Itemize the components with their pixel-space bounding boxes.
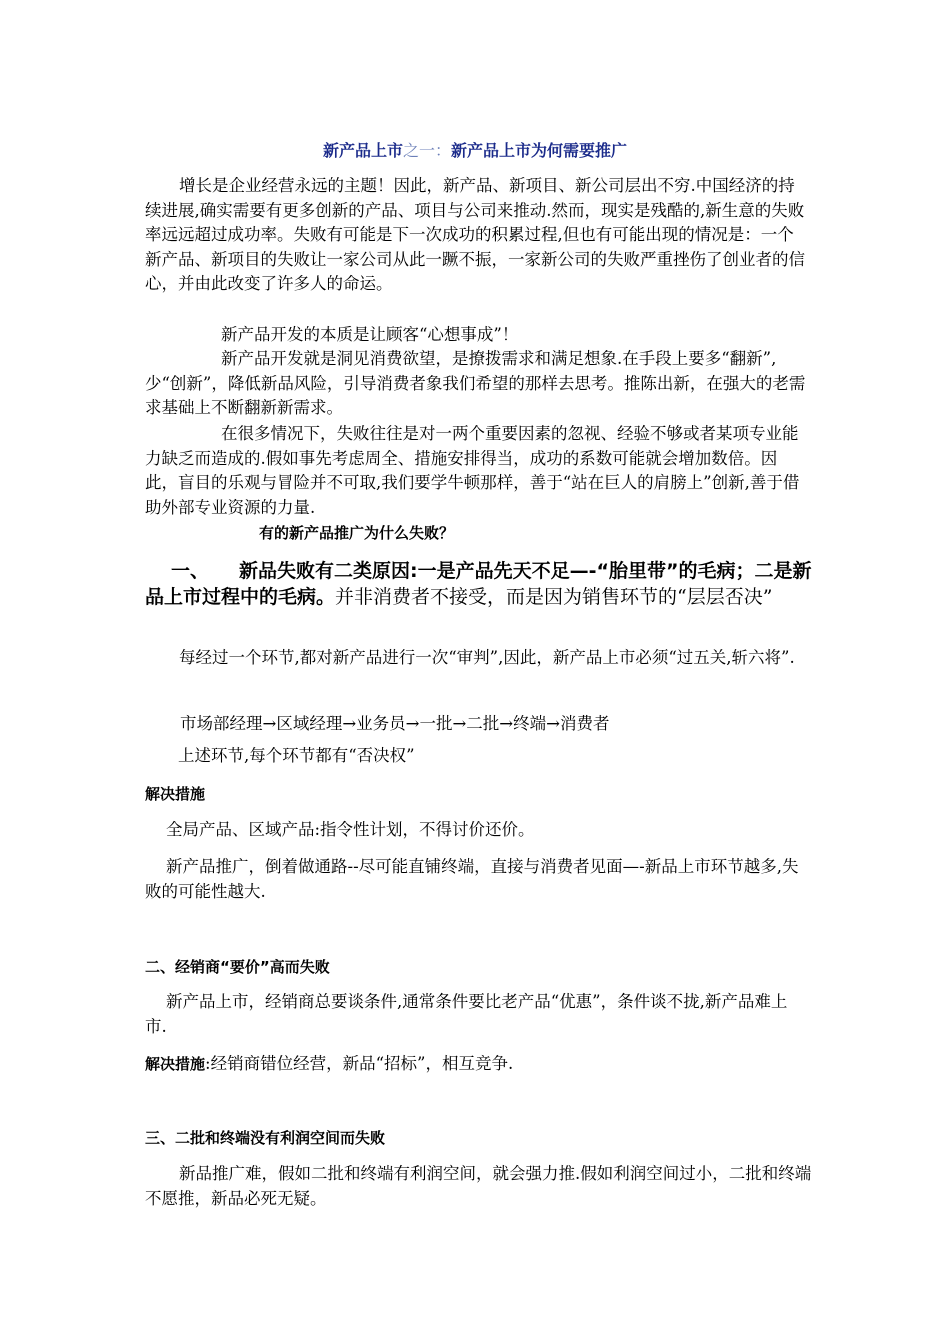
paragraph-solution-plan: 全局产品、区域产品:指令性计划，不得讨价还价。 xyxy=(166,820,535,839)
heading-why-fail: 有的新产品推广为什么失败？ xyxy=(259,524,455,542)
section3-heading: 三、二批和终端没有利润空间而失败 xyxy=(145,1129,386,1147)
section1-heading xyxy=(145,558,813,610)
sales-chain: 市场部经理→区域经理→业务员→一批→二批→终端→消费者 xyxy=(180,714,610,733)
paragraph-profit-margin: 新品推广难，假如二批和终端有利润空间，就会强力推.假如利润空间过小，二批和终端不愿推，新品必死无疑。 xyxy=(145,1164,812,1208)
heading-solution-1: 解决措施 xyxy=(145,785,206,803)
paragraph-veto: 上述环节,每个环节都有“否决权” xyxy=(178,746,415,765)
solution-2-text: :经销商错位经营，新品“招标”，相互竞争. xyxy=(205,1054,514,1073)
document-title xyxy=(0,138,950,161)
section1-bold-text: 新品失败有二类原因:一是产品先天不足—-“胎里带”的毛病；二是新品上市过程中的毛病。 xyxy=(145,560,812,608)
paragraph-development: 新产品开发就是洞见消费欲望，是撩拨需求和满足想象.在手段上要多“翻新”,少“创新”，降低新品风险，引导消费者象我们希望的那样去思考。推陈出新，在强大的老需求基础上不断翻新新需求。 xyxy=(145,349,806,417)
title-part2: 新产品上市为何需要推广 xyxy=(451,141,628,160)
paragraph-reverse-channel: 新产品推广，倒着做通路--尽可能直铺终端，直接与消费者见面—-新品上市环节越多,失败的可能性越大. xyxy=(145,857,799,901)
paragraph-judgement: 每经过一个环节,都对新产品进行一次“审判”,因此，新产品上市必须“过五关,斩六将”. xyxy=(179,648,795,667)
section2-heading: 二、经销商“要价”高而失败 xyxy=(145,958,330,976)
title-separator: 之一： xyxy=(402,141,451,160)
title-part1: 新产品上市 xyxy=(322,141,403,160)
section1-normal-text: 并非消费者不接受，而是因为销售环节的“层层否决” xyxy=(335,586,773,608)
paragraph-solution-2 xyxy=(145,1052,807,1077)
section1-number: 一、 xyxy=(171,560,210,582)
paragraph-essence: 新产品开发的本质是让顾客“心想事成”！ xyxy=(221,325,519,344)
solution-2-label: 解决措施 xyxy=(145,1055,206,1073)
paragraph-failure-causes: 在很多情况下，失败往往是对一两个重要因素的忽视、经验不够或者某项专业能力缺乏而造成的.假如事先考虑周全、措施安排得当，成功的系数可能就会增加数倍。因此，盲目的乐观与冒险并不可取,我们要学牛顿那样，善于“站在巨人的肩膀上”创新,善于借助外部专业资源的力量. xyxy=(145,424,800,517)
paragraph-dealer: 新产品上市，经销商总要谈条件,通常条件要比老产品“优惠”，条件谈不拢,新产品难上市. xyxy=(145,992,788,1036)
paragraph-intro: 增长是企业经营永远的主题！因此，新产品、新项目、新公司层出不穷.中国经济的持续进展,确实需要有更多创新的产品、项目与公司来推动.然而，现实是残酷的,新生意的失败率远远超过成功率。失败有可能是下一次成功的积累过程,但也有可能出现的情况是：一个新产品、新项目的失败让一家公司从此一蹶不振，一家新公司的失败严重挫伤了创业者的信心，并由此改变了许多人的命运。 xyxy=(145,176,805,293)
